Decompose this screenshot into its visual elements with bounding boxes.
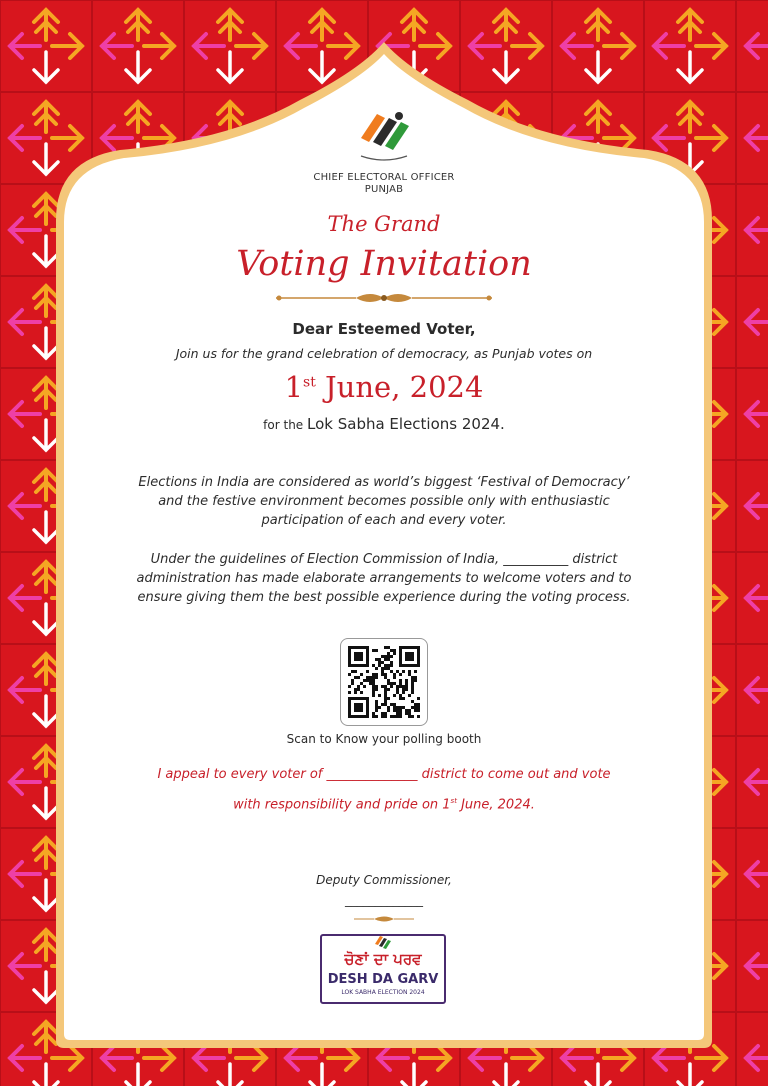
appeal-text: with responsibility and pride on 1	[233, 797, 451, 813]
appeal-suffix: st	[450, 797, 457, 805]
paragraph-line: and the festive environment becomes possible only with enthusiastic	[158, 494, 610, 509]
paragraph-line: ensure giving them the best possible experience during the voting process.	[137, 590, 631, 605]
organization-name	[0, 172, 768, 196]
paragraph-line: Elections in India are considered as world’s biggest ‘Festival of Democracy’	[138, 475, 630, 490]
date-day: 1	[284, 370, 304, 404]
election-name	[0, 415, 768, 433]
election-date	[0, 370, 768, 404]
badge-subtitle: LOK SABHA ELECTION 2024	[341, 989, 425, 996]
appeal-line-1: I appeal to every voter of ______________ district to come out and vote	[157, 767, 611, 782]
paragraph-guidelines	[0, 550, 768, 607]
paragraph-line: administration has made elaborate arrangements to welcome voters and to	[136, 571, 632, 586]
eci-logo-icon	[355, 108, 413, 166]
date-rest: June, 2024	[315, 370, 484, 404]
badge-english-text: DESH DA GARV	[327, 972, 439, 987]
campaign-badge	[320, 934, 446, 1004]
eci-mini-logo-icon	[374, 934, 392, 950]
title-prefix: The Grand	[327, 212, 441, 236]
qr-code[interactable]	[340, 638, 428, 726]
election-title: Lok Sabha Elections 2024.	[307, 415, 505, 433]
date-suffix: st	[303, 374, 316, 391]
org-line-1: CHIEF ELECTORAL OFFICER	[313, 172, 455, 183]
signatory-blank: _____________	[345, 893, 423, 907]
qr-code-icon	[348, 646, 420, 718]
appeal-line-2	[0, 788, 768, 818]
greeting: Dear Esteemed Voter,	[292, 320, 476, 338]
appeal-date: June, 2024.	[456, 797, 535, 813]
org-line-2: PUNJAB	[364, 184, 404, 195]
page-title: Voting Invitation	[236, 244, 532, 284]
paragraph-line: Under the guidelines of Election Commission of India, __________ district	[150, 552, 618, 567]
small-ornament-icon	[354, 914, 414, 924]
qr-caption: Scan to Know your polling booth	[286, 732, 482, 746]
signatory-title: Deputy Commissioner,	[316, 873, 452, 887]
intro-text: Join us for the grand celebration of democracy, as Punjab votes on	[175, 346, 593, 361]
election-prefix: for the	[263, 418, 307, 432]
paragraph-festival	[0, 473, 768, 530]
ornament-divider-icon	[276, 290, 492, 306]
badge-punjabi-text: ਚੋਣਾਂ ਦਾ ਪਰਵ	[344, 950, 422, 968]
paragraph-line: participation of each and every voter.	[261, 513, 507, 528]
